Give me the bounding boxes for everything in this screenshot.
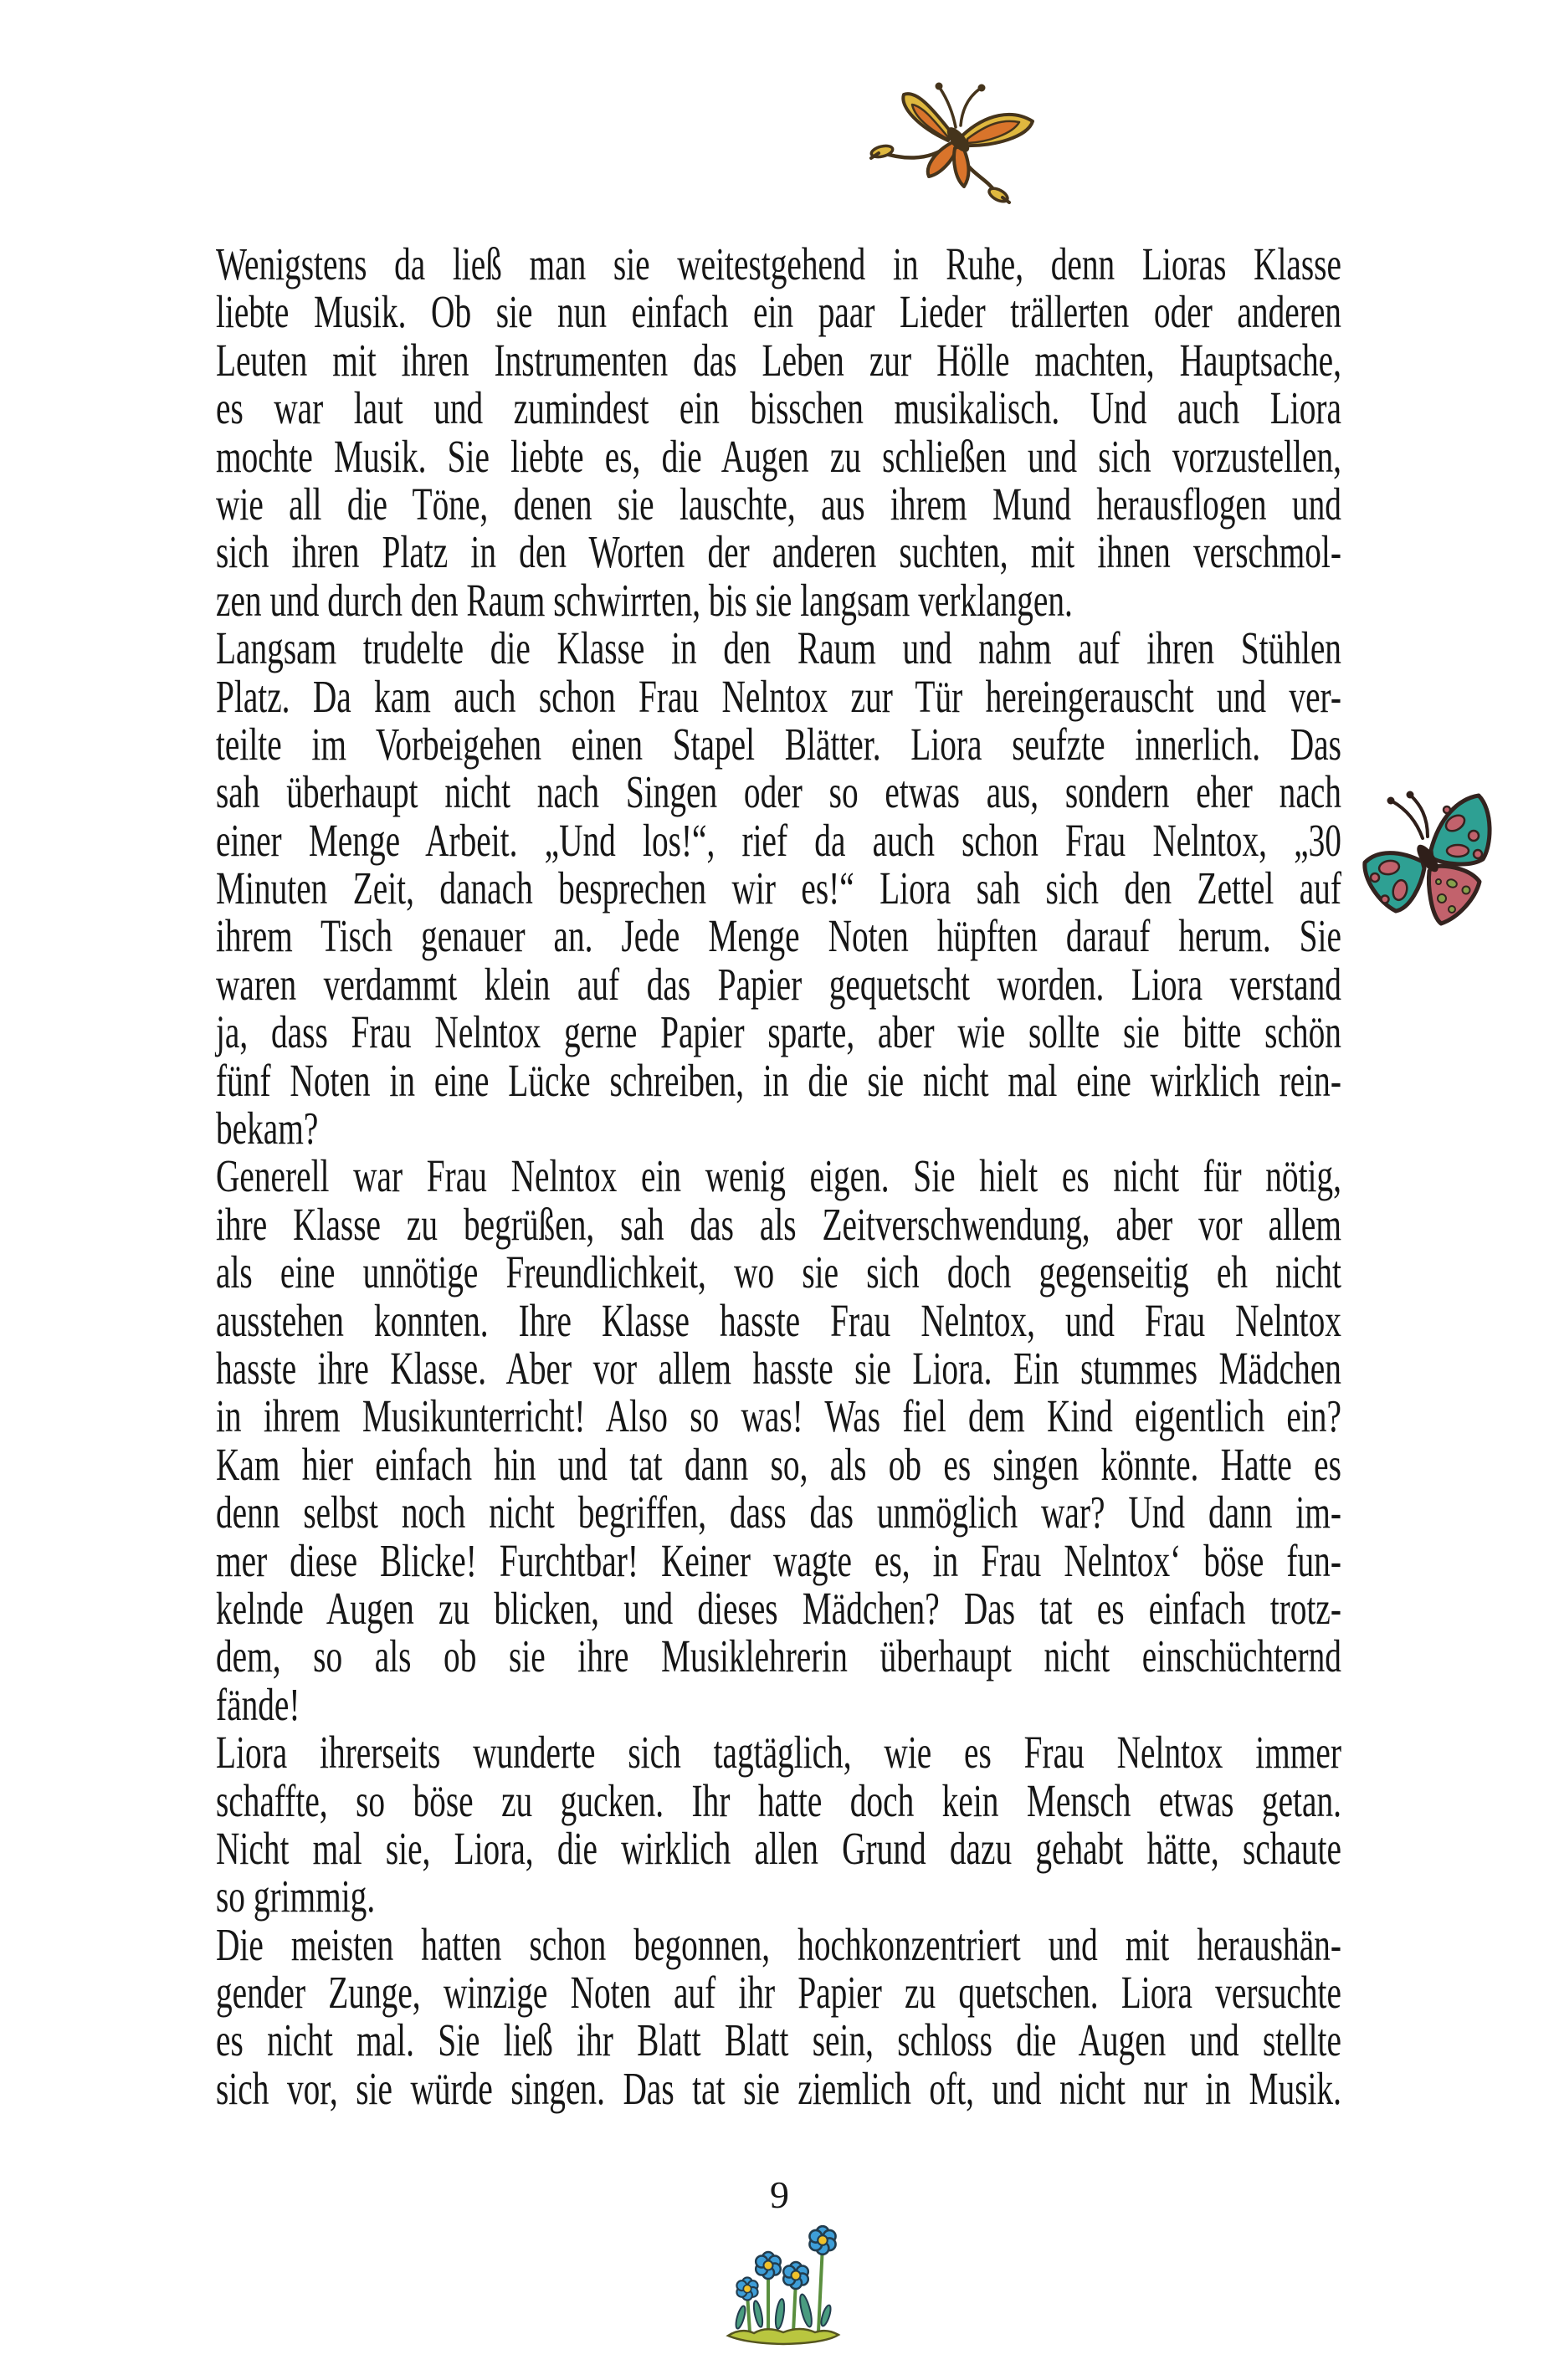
text-line: ja, dass Frau Nelntox gerne Papier sparte, aber wie sollte sie bitte schön <box>216 1006 1341 1058</box>
text-line: Die meisten hatten schon begonnen, hochkonzentriert und mit heraushän- <box>216 1918 1341 1970</box>
text-line: in ihrem Musikunterricht! Also so was! Was fiel dem Kind eigentlich ein? <box>216 1390 1341 1442</box>
flowers-icon <box>725 2222 842 2347</box>
sprig-antennae <box>940 88 980 127</box>
text-line: ihre Klasse zu begrüßen, sah das als Zeitverschwendung, aber vor allem <box>216 1198 1341 1250</box>
text-line: kelnde Augen zu blicken, und dieses Mädchen? Das tat es einfach trotz- <box>216 1582 1341 1634</box>
text-line: sah überhaupt nicht nach Singen oder so etwas aus, sondern eher nach <box>216 766 1341 818</box>
sprig-wings <box>903 94 1033 187</box>
text-line: hasste ihre Klasse. Aber vor allem hasste sie Liora. Ein stummes Mädchen <box>216 1342 1341 1394</box>
text-line: schaffte, so böse zu gucken. Ihr hatte doch kein Mensch etwas getan. <box>216 1774 1341 1826</box>
text-line: mochte Musik. Sie liebte es, die Augen zu schließen und sich vorzustellen, <box>216 430 1341 482</box>
text-line: bekam? <box>216 1103 319 1154</box>
text-line: sich ihren Platz in den Worten der anderen suchten, mit ihnen verschmol- <box>216 526 1341 578</box>
text-line: waren verdammt klein auf das Papier gequetscht worden. Liora verstand <box>216 958 1341 1010</box>
text-line: Liora ihrerseits wunderte sich tagtäglich, wie es Frau Nelntox immer <box>216 1727 1341 1779</box>
text-line: fände! <box>216 1678 300 1730</box>
text-line: teilte im Vorbeigehen einen Stapel Blätter. Liora seufzte innerlich. Das <box>216 718 1341 770</box>
text-line: so grimmig. <box>216 1871 376 1922</box>
text-line: Wenigstens da ließ man sie weitestgehend in Ruhe, denn Lioras Klasse <box>216 238 1341 289</box>
text-line: Nicht mal sie, Liora, die wirklich allen Grund dazu gehabt hätte, schaute <box>216 1822 1341 1874</box>
butterfly-wing-upper <box>1431 796 1490 864</box>
butterfly-icon <box>1357 785 1495 931</box>
text-line: Leuten mit ihren Instrumenten das Leben zur Hölle machten, Hauptsache, <box>216 334 1341 386</box>
text-line: denn selbst noch nicht begriffen, dass das unmöglich war? Und dann im- <box>216 1487 1341 1538</box>
text-line: zen und durch den Raum schwirrten, bis sie langsam verklangen. <box>216 574 1073 626</box>
text-line: Kam hier einfach hin und tat dann so, als ob es singen könnte. Hatte es <box>216 1438 1341 1490</box>
text-line: wie all die Töne, denen sie lauschte, aus ihrem Mund herausflogen und <box>216 478 1341 530</box>
text-line: mer diese Blicke! Furchtbar! Keiner wagte es, in Frau Nelntox‘ böse fun- <box>216 1534 1341 1586</box>
text-line: liebte Musik. Ob sie nun einfach ein paar Lieder trällerten oder anderen <box>216 286 1341 338</box>
butterfly-sprig-icon <box>869 69 1049 207</box>
text-line: Generell war Frau Nelntox ein wenig eigen. Sie hielt es nicht für nötig, <box>216 1150 1341 1202</box>
butterfly-wing-lower-left <box>1365 853 1424 911</box>
flower-head <box>756 2252 781 2279</box>
flower-head <box>736 2277 757 2300</box>
text-line: es war laut und zumindest ein bisschen musikalisch. Und auch Liora <box>216 382 1341 434</box>
flower-head <box>809 2226 835 2255</box>
text-line: fünf Noten in eine Lücke schreiben, in die sie nicht mal eine wirklich rein- <box>216 1054 1341 1106</box>
text-line: Langsam trudelte die Klasse in den Raum und nahm auf ihren Stühlen <box>216 622 1341 674</box>
text-line: Minuten Zeit, danach besprechen wir es!“ Liora sah sich den Zettel auf <box>216 862 1341 914</box>
text-line: es nicht mal. Sie ließ ihr Blatt Blatt sein, schloss die Augen und stellte <box>216 2014 1341 2066</box>
text-line: Platz. Da kam auch schon Frau Nelntox zur Tür hereingerauscht und ver- <box>216 670 1341 722</box>
text-line: als eine unnötige Freundlichkeit, wo sie sich doch gegenseitig eh nicht <box>216 1246 1341 1298</box>
body-text <box>216 240 1341 2112</box>
text-line: dem, so als ob sie ihre Musiklehrerin überhaupt nicht einschüchternd <box>216 1630 1341 1682</box>
text-line: gender Zunge, winzige Noten auf ihr Papier zu quetschen. Liora versuchte <box>216 1967 1341 2019</box>
grass <box>728 2329 838 2344</box>
text-line: sich vor, sie würde singen. Das tat sie ziemlich oft, und nicht nur in Musik. <box>216 2062 1341 2114</box>
page-number: 9 <box>770 2173 789 2216</box>
flower-head <box>783 2262 808 2289</box>
text-line: einer Menge Arbeit. „Und los!“, rief da auch schon Frau Nelntox, „30 <box>216 814 1341 866</box>
butterfly-wing-lower-right <box>1429 866 1480 924</box>
butterfly-antennae <box>1392 796 1428 838</box>
text-line: ausstehen konnten. Ihre Klasse hasste Frau Nelntox, und Frau Nelntox <box>216 1294 1341 1346</box>
text-line: ihrem Tisch genauer an. Jede Menge Noten hüpften darauf herum. Sie <box>216 910 1341 962</box>
